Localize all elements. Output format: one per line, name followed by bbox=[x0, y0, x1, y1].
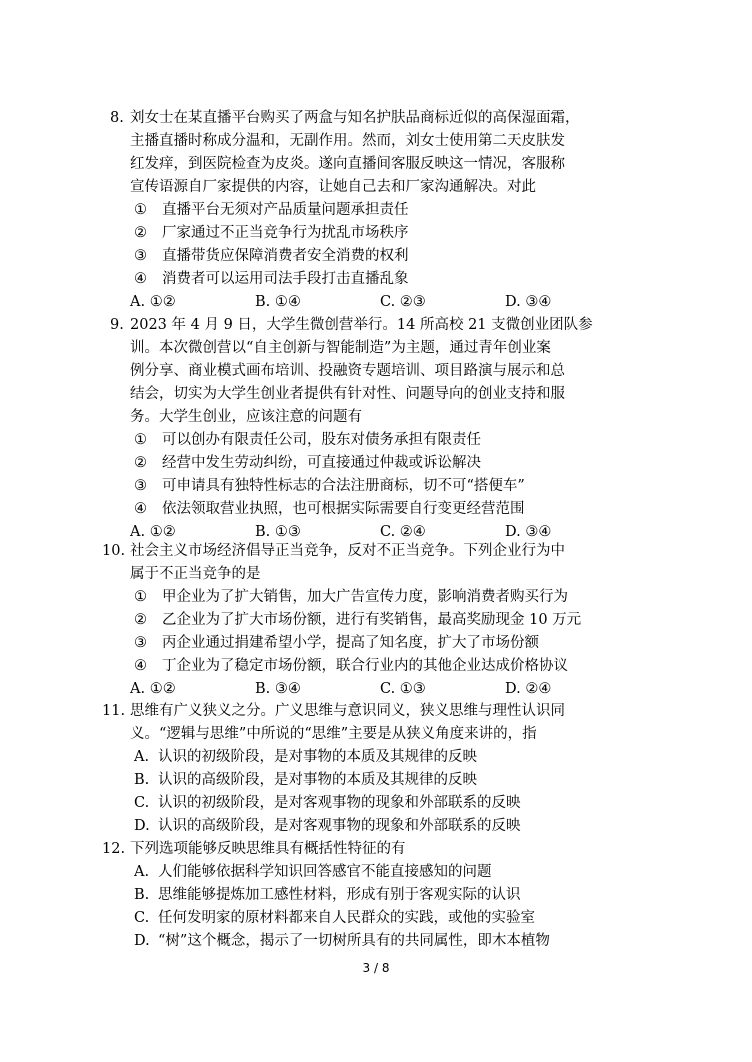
answer-option-c: C. 任何发明家的原材料都来自人民群众的实践，或他的实验室 bbox=[134, 910, 535, 926]
question-stem-line: 刘女士在某直播平台购买了两盒与知名护肤品商标近似的高保湿面霜， bbox=[130, 110, 580, 126]
answer-option-d: D. 认识的高级阶段，是对客观事物的现象和外部联系的反映 bbox=[134, 818, 521, 834]
statement-item: ④ 消费者可以运用司法手段打击直播乱象 bbox=[134, 271, 409, 287]
statement-item: ① 可以创办有限责任公司，股东对债务承担有限责任 bbox=[134, 432, 481, 448]
question-stem-line: 属于不正当竞争的是 bbox=[130, 566, 261, 582]
statement-item: ② 经营中发生劳动纠纷，可直接通过仲裁或诉讼解决 bbox=[134, 455, 481, 471]
answer-choices bbox=[130, 291, 630, 314]
question-stem-line: 训。本次微创营以“自主创新与智能制造”为主题，通过青年创业案 bbox=[130, 340, 551, 356]
choice-c: C. ①③ bbox=[380, 681, 426, 697]
statement-item: ③ 可申请具有独特性标志的合法注册商标，切不可“搭便车” bbox=[134, 478, 525, 494]
choice-d: D. ②④ bbox=[505, 681, 552, 697]
question-stem-line: 主播直播时称成分温和，无副作用。然而，刘女士使用第二天皮肤发 bbox=[130, 133, 565, 149]
question-stem-line: 例分享、商业模式画布培训、投融资专题培训、项目路演与展示和总 bbox=[130, 363, 565, 379]
answer-option-b: B. 思维能够提炼加工感性材料，形成有别于客观实际的认识 bbox=[134, 887, 521, 903]
statement-item: ① 甲企业为了扩大销售，加大广告宣传力度，影响消费者购买行为 bbox=[134, 589, 568, 605]
question-stem-line: 思维有广义狭义之分。广义思维与意识同义，狭义思维与理性认识同 bbox=[130, 703, 565, 719]
page-number: 3 / 8 bbox=[362, 961, 390, 975]
answer-option-c: C. 认识的初级阶段，是对客观事物的现象和外部联系的反映 bbox=[134, 795, 521, 811]
answer-option-a: A. 认识的初级阶段，是对事物的本质及其规律的反映 bbox=[134, 749, 477, 765]
answer-option-b: B. 认识的高级阶段，是对事物的本质及其规律的反映 bbox=[134, 772, 477, 788]
question-stem-line: 下列选项能够反映思维具有概括性特征的有 bbox=[130, 841, 406, 857]
question-number: 8. bbox=[110, 110, 124, 126]
question-stem-line: 红发痒，到医院检查为皮炎。遂向直播间客服反映这一情况，客服称 bbox=[130, 156, 565, 172]
question-stem-line: 务。大学生创业，应该注意的问题有 bbox=[130, 409, 362, 425]
answer-option-a: A. 人们能够依据科学知识回答感官不能直接感知的问题 bbox=[134, 864, 492, 880]
choice-b: B. ①④ bbox=[255, 294, 301, 310]
question-number: 12. bbox=[102, 841, 126, 857]
choice-d: D. ③④ bbox=[505, 294, 552, 310]
statement-item: ③ 丙企业通过捐建希望小学，提高了知名度，扩大了市场份额 bbox=[134, 635, 539, 651]
question-number: 9. bbox=[110, 317, 124, 333]
question-number: 10. bbox=[102, 543, 126, 559]
choice-a: A. ①② bbox=[130, 294, 176, 310]
choice-b: B. ③④ bbox=[255, 681, 301, 697]
question-stem-line: 社会主义市场经济倡导正当竞争，反对不正当竞争。下列企业行为中 bbox=[130, 543, 565, 559]
question-9 bbox=[110, 314, 630, 544]
question-stem-line: 义。“逻辑与思维”中所说的“思维”主要是从狭义角度来讲的，指 bbox=[130, 726, 537, 742]
choice-a: A. ①② bbox=[130, 524, 176, 540]
question-stem-line: 结会，切实为大学生创业者提供有针对性、问题导向的创业支持和服 bbox=[130, 386, 565, 402]
statement-item: ① 直播平台无须对产品质量问题承担责任 bbox=[134, 202, 409, 218]
answer-choices bbox=[130, 678, 630, 701]
choice-d: D. ③④ bbox=[505, 524, 552, 540]
statement-item: ② 厂家通过不正当竞争行为扰乱市场秩序 bbox=[134, 225, 409, 241]
choice-c: C. ②③ bbox=[380, 294, 426, 310]
choice-c: C. ②④ bbox=[380, 524, 426, 540]
statement-item: ④ 依法领取营业执照，也可根据实际需要自行变更经营范围 bbox=[134, 501, 525, 517]
question-number: 11. bbox=[102, 703, 126, 719]
statement-item: ③ 直播带货应保障消费者安全消费的权利 bbox=[134, 248, 409, 264]
question-12 bbox=[102, 838, 630, 953]
choice-a: A. ①② bbox=[130, 681, 176, 697]
question-stem-line: 2023 年 4 月 9 日，大学生微创营举行。14 所高校 21 支微创业团队参 bbox=[130, 317, 593, 333]
question-stem-line: 宣传语源自厂家提供的内容，让她自己去和厂家沟通解决。对此 bbox=[130, 179, 536, 195]
statement-item: ④ 丁企业为了稳定市场份额，联合行业内的其他企业达成价格协议 bbox=[134, 658, 568, 674]
question-11 bbox=[102, 700, 630, 838]
question-8 bbox=[110, 107, 630, 314]
choice-b: B. ①③ bbox=[255, 524, 301, 540]
answer-option-d: D. “树”这个概念，揭示了一切树所具有的共同属性，即木本植物 bbox=[134, 933, 550, 949]
statement-item: ② 乙企业为了扩大市场份额，进行有奖销售，最高奖励现金 10 万元 bbox=[134, 612, 582, 628]
question-10 bbox=[102, 540, 630, 701]
